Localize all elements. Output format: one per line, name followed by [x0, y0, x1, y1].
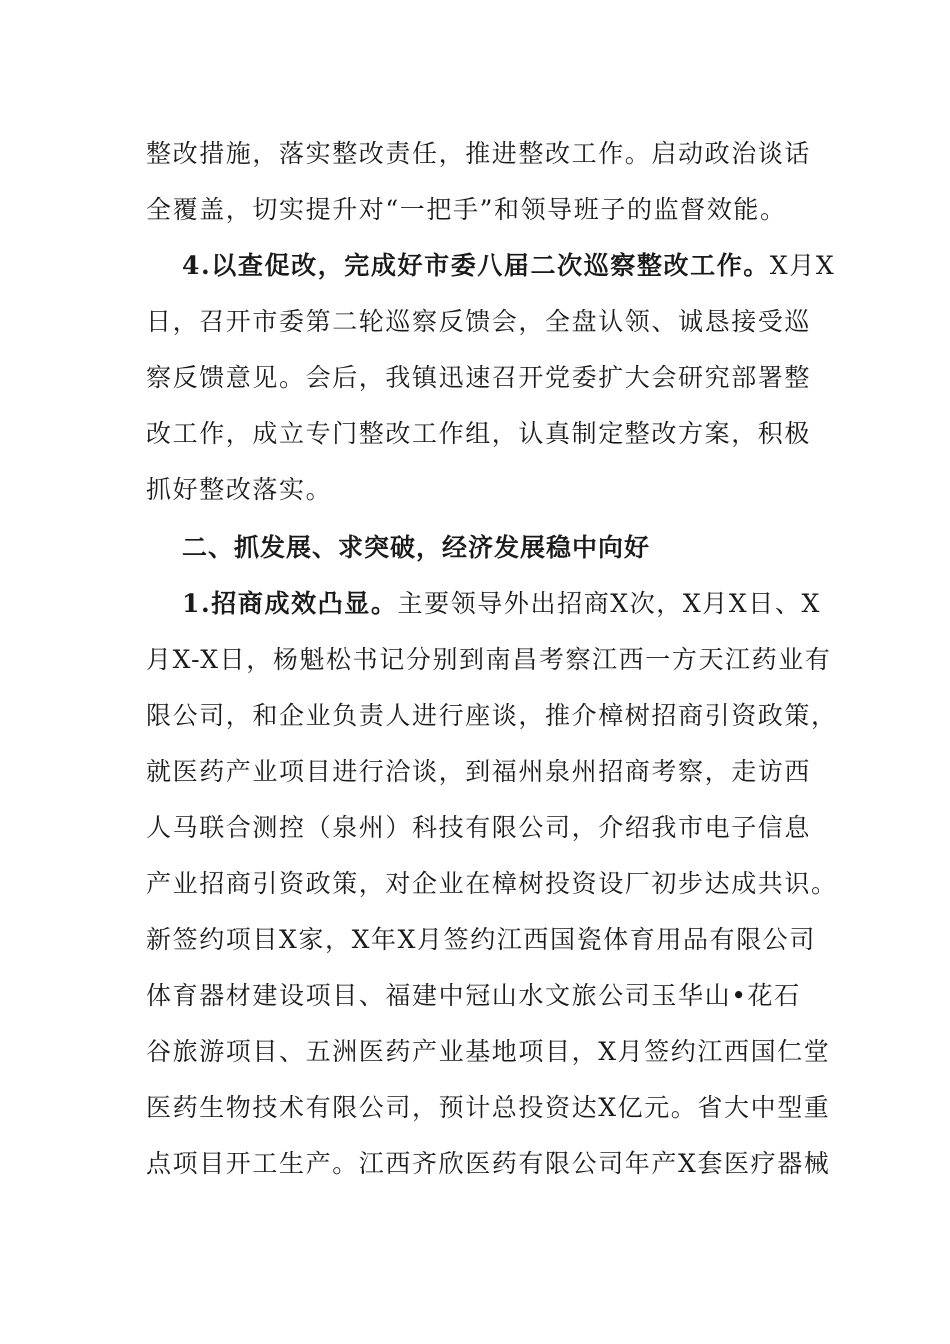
paragraph-line: 体育器材建设项目、福建中冠山水文旅公司玉华山•花石 [146, 981, 801, 1010]
paragraph-line: 日，召开市委第二轮巡察反馈会，全盘认领、诚恳接受巡 [146, 307, 812, 336]
paragraph-line: 月X-X日，杨魁松书记分别到南昌考察江西一方天江药业有 [146, 645, 832, 674]
item-1-heading: 1.招商成效凸显。 [182, 589, 398, 618]
paragraph-line: 点项目开工生产。江西齐欣医药有限公司年产X套医疗器械 [146, 1149, 831, 1178]
paragraph-line: 改工作，成立专门整改工作组，认真制定整改方案，积极 [146, 419, 812, 448]
paragraph-line: 察反馈意见。会后，我镇迅速召开党委扩大会研究部署整 [146, 363, 812, 392]
paragraph-line: 全覆盖，切实提升对“一把手”和领导班子的监督效能。 [146, 195, 787, 224]
item-4-text: X月X [769, 251, 836, 280]
item-4-heading: 4.以查促改，完成好市委八届二次巡察整改工作。 [182, 251, 770, 280]
paragraph-line: 就医药产业项目进行洽谈，到福州泉州招商考察，走访西 [146, 757, 812, 786]
paragraph-line: 限公司，和企业负责人进行座谈，推介樟树招商引资政策， [146, 701, 838, 730]
paragraph-line: 产业招商引资政策，对企业在樟树投资设厂初步达成共识。 [146, 869, 838, 898]
paragraph-line: 人马联合测控（泉州）科技有限公司，介绍我市电子信息 [146, 813, 812, 842]
paragraph-line: 整改措施，落实整改责任，推进整改工作。启动政治谈话 [146, 139, 812, 168]
paragraph-line: 医药生物技术有限公司，预计总投资达X亿元。省大中型重 [146, 1093, 831, 1122]
paragraph-line: 新签约项目X家，X年X月签约江西国瓷体育用品有限公司 [146, 925, 816, 954]
paragraph-line: 抓好整改落实。 [146, 475, 333, 504]
item-1-text: 主要领导外出招商X次，X月X日、X [397, 589, 821, 618]
paragraph-line: 谷旅游项目、五洲医药产业基地项目，X月签约江西国仁堂 [146, 1037, 831, 1066]
section-heading: 二、抓发展、求突破，经济发展稳中向好 [182, 533, 651, 562]
item-1-first-line [182, 584, 821, 624]
item-4-first-line [182, 246, 836, 286]
